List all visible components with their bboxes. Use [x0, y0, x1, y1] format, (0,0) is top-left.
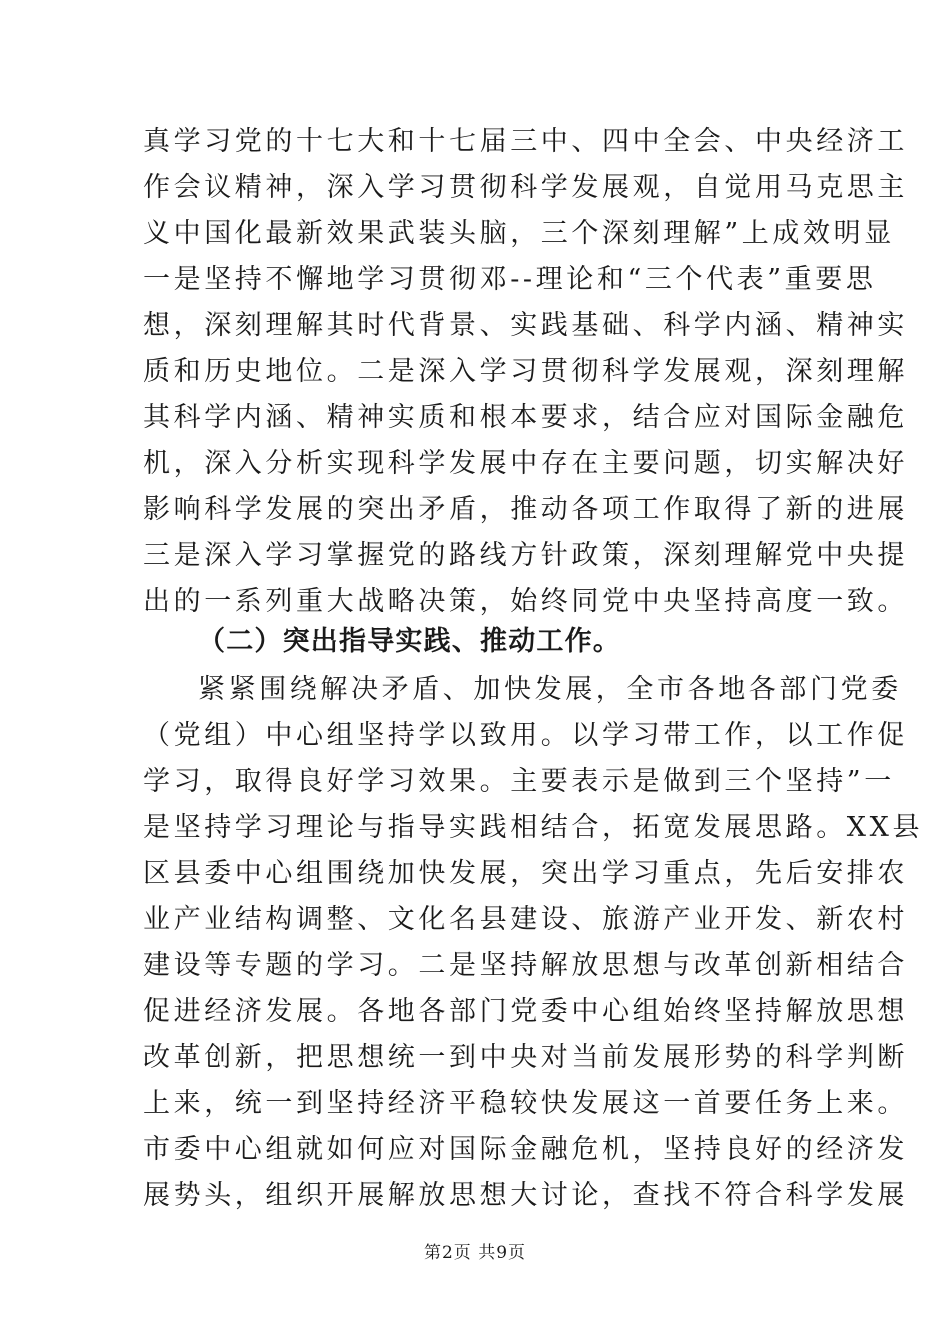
body-line: 上来，统一到坚持经济平稳较快发展这一首要任务上来。: [143, 1088, 908, 1119]
body-line: 其科学内涵、精神实质和根本要求，结合应对国际金融危: [143, 402, 908, 433]
body-line: 三是深入学习掌握党的路线方针政策，深刻理解党中央提: [143, 540, 908, 571]
section-heading: （二）突出指导实践、推动工作。: [198, 626, 621, 657]
body-line: 改革创新，把思想统一到中央对当前发展形势的科学判断: [143, 1042, 908, 1073]
body-line: 业产业结构调整、文化名县建设、旅游产业开发、新农村: [143, 904, 908, 935]
body-line: 是坚持学习理论与指导实践相结合，拓宽发展思路。XX县: [143, 812, 924, 843]
body-line: 影响科学发展的突出矛盾，推动各项工作取得了新的进展: [143, 494, 908, 525]
body-line: 建设等专题的学习。二是坚持解放思想与改革创新相结合: [143, 950, 908, 981]
body-line: 出的一系列重大战略决策，始终同党中央坚持高度一致。: [143, 586, 908, 617]
body-line: 展势头，组织开展解放思想大讨论，查找不符合科学发展: [143, 1180, 908, 1211]
body-line: 想，深刻理解其时代背景、实践基础、科学内涵、精神实: [143, 310, 908, 341]
body-line: 紧紧围绕解决矛盾、加快发展，全市各地各部门党委: [198, 674, 902, 705]
body-line: 义中国化最新效果武装头脑，三个深刻理解”上成效明显: [143, 218, 895, 249]
body-line: 促进经济发展。各地各部门党委中心组始终坚持解放思想: [143, 996, 908, 1027]
body-line: 区县委中心组围绕加快发展，突出学习重点，先后安排农: [143, 858, 908, 889]
body-line: 市委中心组就如何应对国际金融危机，坚持良好的经济发: [143, 1134, 908, 1165]
body-line: 学习，取得良好学习效果。主要表示是做到三个坚持”一: [143, 766, 895, 797]
body-line: 机，深入分析实现科学发展中存在主要问题，切实解决好: [143, 448, 908, 479]
body-line: 质和历史地位。二是深入学习贯彻科学发展观，深刻理解: [143, 356, 908, 387]
page-footer: 第2页 共9页: [423, 1243, 527, 1263]
body-line: （党组）中心组坚持学以致用。以学习带工作，以工作促: [143, 720, 908, 751]
body-line: 真学习党的十七大和十七届三中、四中全会、中央经济工: [143, 126, 908, 157]
body-line: 一是坚持不懈地学习贯彻邓--理论和“三个代表”重要思: [143, 264, 877, 295]
body-line: 作会议精神，深入学习贯彻科学发展观，自觉用马克思主: [143, 172, 908, 203]
